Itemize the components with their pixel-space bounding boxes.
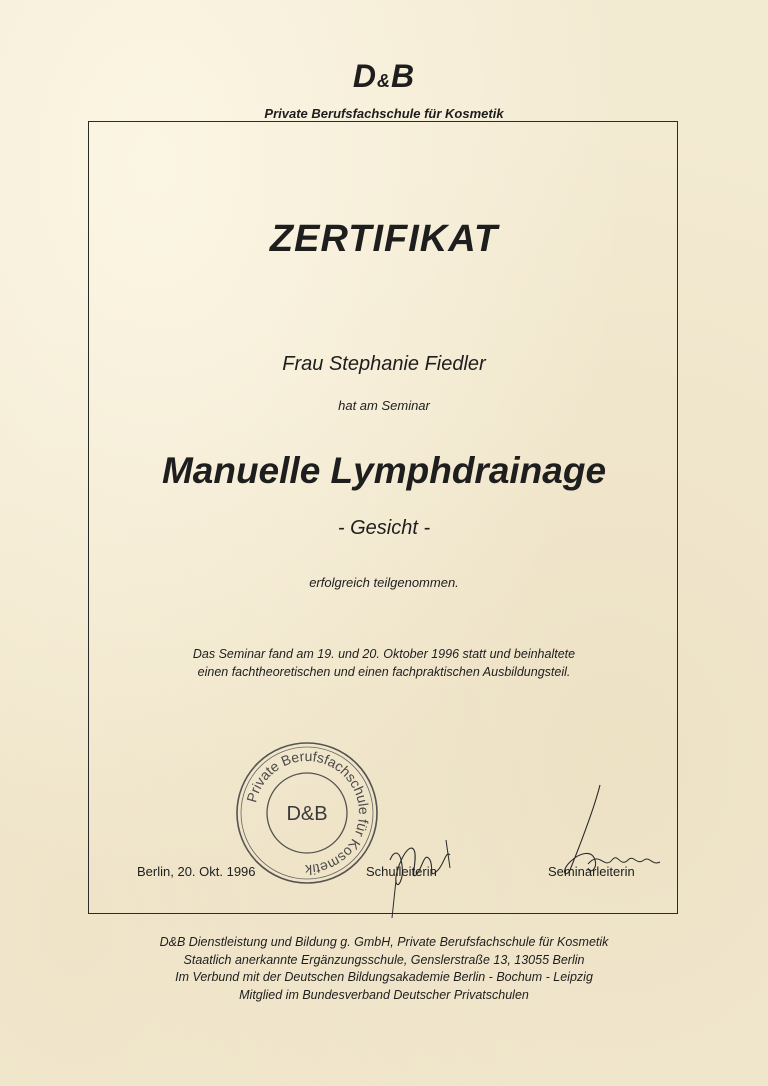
place-and-date: Berlin, 20. Okt. 1996 <box>137 864 256 879</box>
footer-line: Im Verbund mit der Deutschen Bildungsakademie Berlin - Bochum - Leipzig <box>175 970 593 984</box>
details-line: einen fachtheoretischen und einen fachpraktischen Ausbildungsteil. <box>197 665 571 679</box>
course-variant: - Gesicht - <box>337 517 431 539</box>
footer-line: Mitglied im Bundesverband Deutscher Privatschulen <box>239 987 529 1002</box>
recipient-name: Frau Stephanie Fiedler <box>282 353 486 375</box>
certificate-title: ZERTIFIKAT <box>269 218 499 260</box>
school-name: Private Berufsfachschule für Kosmetik <box>264 106 504 121</box>
course-title: Manuelle Lymphdrainage <box>161 450 607 491</box>
result-text: erfolgreich teilgenommen. <box>309 575 459 590</box>
footer-line: Staatlich anerkannte Ergänzungsschule, Genslerstraße 13, 13055 Berlin <box>183 952 585 967</box>
signature-label-seminar-leader: Seminarleiterin <box>548 864 635 879</box>
intro-text: hat am Seminar <box>338 398 430 413</box>
seal-center-text: D&B <box>286 803 328 825</box>
seal-ring-text: Private Berufsfachschule für Kosmetik <box>243 747 373 879</box>
school-logo: D&B <box>352 58 416 94</box>
footer-address <box>0 934 768 1004</box>
footer-line: D&B Dienstleistung und Bildung g. GmbH, Private Berufsfachschule für Kosmetik <box>159 935 609 949</box>
seminar-details <box>0 645 768 681</box>
signature-label-director: Schulleiterin <box>366 864 437 879</box>
details-line: Das Seminar fand am 19. und 20. Oktober 1996 statt und beinhaltete <box>192 647 576 661</box>
school-seal-stamp <box>234 740 380 886</box>
